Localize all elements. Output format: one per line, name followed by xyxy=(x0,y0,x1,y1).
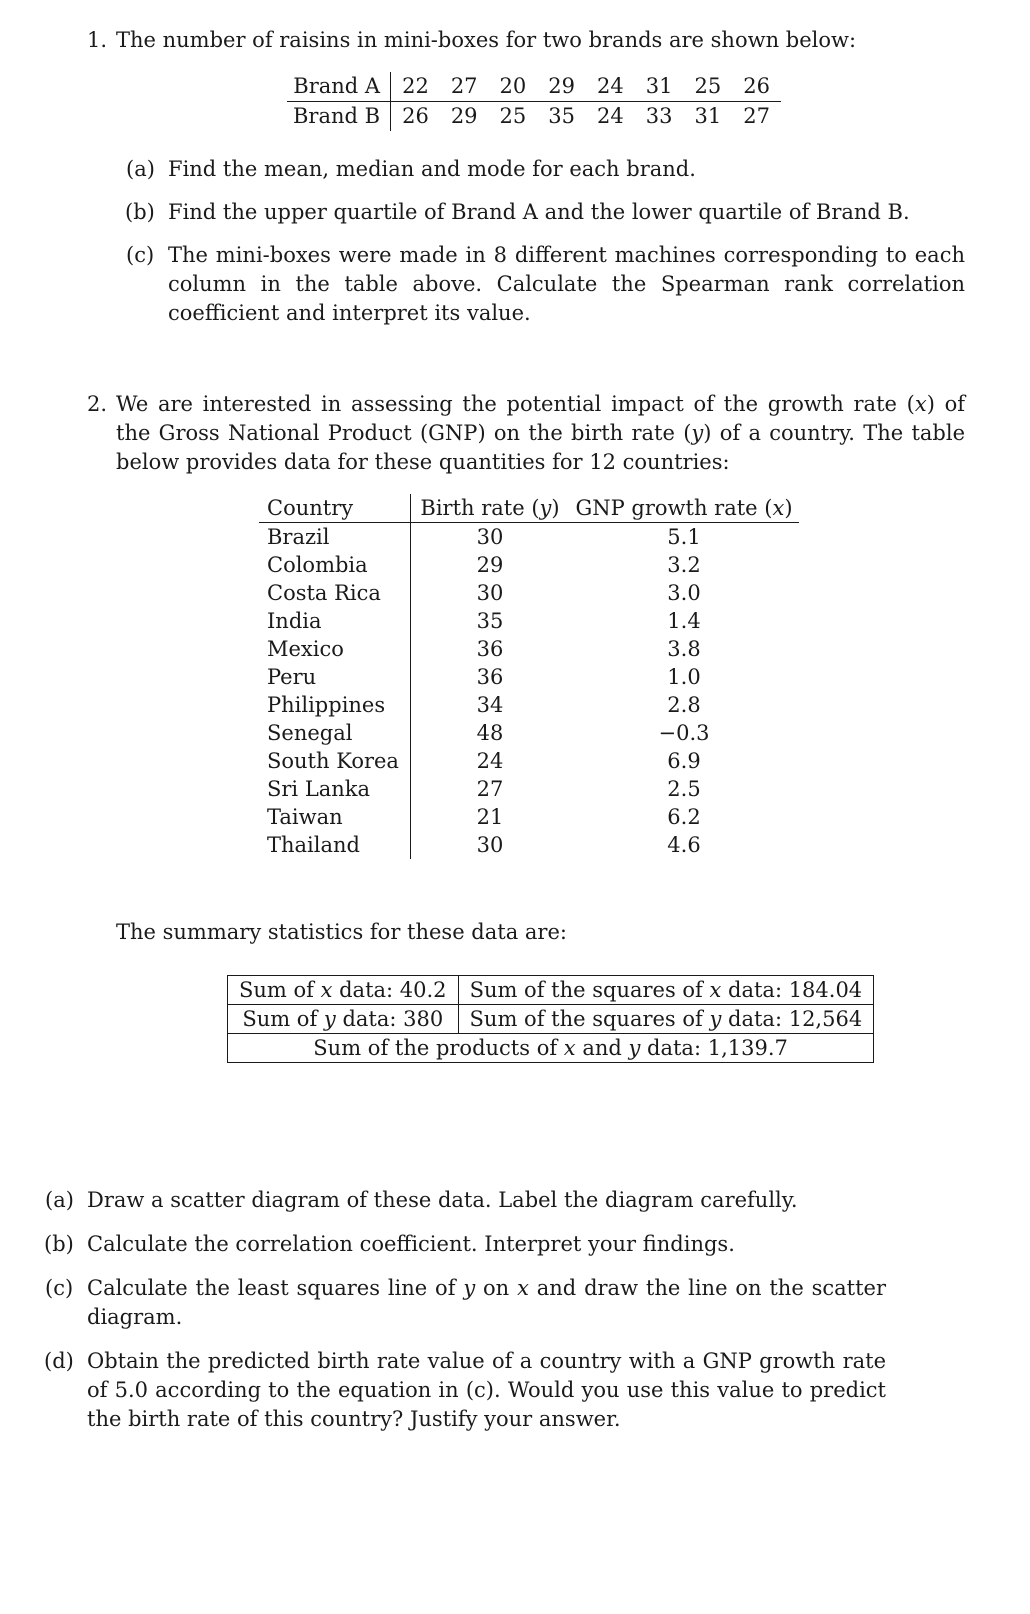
gnp-cell: 3.0 xyxy=(667,581,701,605)
var-y: y xyxy=(323,1007,336,1031)
var-x: x xyxy=(914,392,927,416)
sum-products-cell xyxy=(228,1034,874,1063)
stat-text: data: 1,139.7 xyxy=(640,1036,788,1060)
stat-text: data: 12,564 xyxy=(721,1007,863,1031)
var-y: y xyxy=(539,496,552,520)
q2-part-b-label: (b) xyxy=(44,1232,74,1256)
part-text: Calculate the least squares line of xyxy=(87,1276,464,1300)
table-row xyxy=(259,831,799,859)
stat-text: Sum of the squares of xyxy=(469,1007,710,1031)
sum-y-cell xyxy=(228,1005,459,1034)
col-header-gnp-growth xyxy=(569,494,799,523)
table-cell: 25 xyxy=(499,104,527,128)
gnp-cell: 3.2 xyxy=(667,553,701,577)
country-cell: Thailand xyxy=(259,831,411,859)
table-cell: 33 xyxy=(645,104,673,128)
table-cell: 22 xyxy=(391,72,440,102)
gnp-cell: 3.8 xyxy=(667,637,701,661)
stat-text: and xyxy=(575,1036,629,1060)
stat-text: Sum of the squares of xyxy=(469,978,710,1002)
table-row xyxy=(259,663,799,691)
var-y: y xyxy=(628,1036,641,1060)
var-x: x xyxy=(772,496,785,520)
table-cell: 35 xyxy=(548,104,576,128)
table-row xyxy=(228,1005,874,1034)
country-cell: Philippines xyxy=(259,691,411,719)
var-y: y xyxy=(691,421,704,445)
table-cell: 25 xyxy=(683,72,732,102)
col-header-country: Country xyxy=(259,494,411,523)
sum-x-cell xyxy=(228,976,459,1005)
stat-text: Sum of the products of xyxy=(313,1036,564,1060)
table-cell: 29 xyxy=(537,72,586,102)
q1-part-c-text: The mini-boxes were made in 8 different machines corresponding to each column in the table above. Calculate the Spearman rank correlation coefficient and interpret its value. xyxy=(168,243,965,325)
country-cell: Peru xyxy=(259,663,411,691)
var-y: y xyxy=(463,1276,476,1300)
gnp-cell: 2.5 xyxy=(667,777,701,801)
stat-text: Sum of xyxy=(239,978,321,1002)
header-text: Birth rate ( xyxy=(420,496,540,520)
table-cell: 24 xyxy=(597,104,624,128)
birth-rate-cell: 34 xyxy=(476,693,504,717)
table-row xyxy=(287,72,781,102)
table-row xyxy=(259,747,799,775)
var-x: x xyxy=(320,978,333,1002)
table-row xyxy=(259,635,799,663)
header-text: GNP growth rate ( xyxy=(575,496,773,520)
stat-text: data: 40.2 xyxy=(332,978,447,1002)
birth-rate-cell: 35 xyxy=(476,609,504,633)
birth-rate-cell: 21 xyxy=(476,805,504,829)
country-cell: Costa Rica xyxy=(259,579,411,607)
row-label-brand-b: Brand B xyxy=(287,102,391,132)
gnp-cell: 1.0 xyxy=(667,665,701,689)
q2-part-d-label: (d) xyxy=(44,1349,74,1373)
stat-text: Sum of xyxy=(242,1007,324,1031)
q2-part-c-label: (c) xyxy=(45,1276,74,1300)
row-label-brand-a: Brand A xyxy=(287,72,391,102)
gnp-cell: 2.8 xyxy=(667,693,701,717)
summary-intro: The summary statistics for these data are: xyxy=(116,920,567,944)
table-row xyxy=(287,102,781,132)
table-row xyxy=(228,1034,874,1063)
col-header-birth-rate xyxy=(411,494,570,523)
table-cell: 31 xyxy=(694,104,722,128)
q1-part-a-text: Find the mean, median and mode for each brand. xyxy=(168,157,696,181)
table-cell: 26 xyxy=(402,104,429,128)
table-row xyxy=(259,775,799,803)
summary-stats-table xyxy=(227,975,874,1063)
birth-rate-cell: 48 xyxy=(476,721,504,745)
q2-part-a-label: (a) xyxy=(45,1188,74,1212)
birth-rate-cell: 36 xyxy=(476,637,504,661)
country-cell: Mexico xyxy=(259,635,411,663)
gnp-cell: 6.9 xyxy=(667,749,701,773)
header-text: ) xyxy=(784,496,793,520)
table-row xyxy=(259,551,799,579)
table-cell: 20 xyxy=(489,72,538,102)
var-x: x xyxy=(563,1036,576,1060)
sumsq-x-cell xyxy=(458,976,874,1005)
stat-text: data: 184.04 xyxy=(721,978,863,1002)
gnp-cell: 6.2 xyxy=(667,805,701,829)
birth-rate-cell: 27 xyxy=(476,777,504,801)
table-cell: 24 xyxy=(586,72,635,102)
intro-text: ) of a country. The table below provides data for these quantities for 12 countries: xyxy=(116,421,965,474)
country-cell: Colombia xyxy=(259,551,411,579)
header-text: ) xyxy=(551,496,560,520)
birth-rate-cell: 30 xyxy=(476,833,504,857)
country-cell: South Korea xyxy=(259,747,411,775)
question-2-intro xyxy=(116,390,965,477)
intro-text: ) of the Gross National Product (GNP) on the birth rate ( xyxy=(116,392,965,445)
question-1-number: 1. xyxy=(87,28,108,52)
var-y: y xyxy=(709,1007,722,1031)
table-cell: 26 xyxy=(732,72,781,102)
table-header-row xyxy=(259,494,799,523)
country-data-table xyxy=(259,494,799,859)
country-cell: Taiwan xyxy=(259,803,411,831)
table-row xyxy=(259,579,799,607)
var-x: x xyxy=(709,978,722,1002)
q1-part-b-label: (b) xyxy=(125,200,155,224)
birth-rate-cell: 36 xyxy=(476,665,504,689)
country-cell: Senegal xyxy=(259,719,411,747)
table-cell: 29 xyxy=(450,104,478,128)
table-row xyxy=(259,607,799,635)
birth-rate-cell: 29 xyxy=(476,553,504,577)
table-row xyxy=(259,523,799,552)
question-2-number: 2. xyxy=(87,392,108,416)
q2-part-b-text: Calculate the correlation coefficient. Interpret your findings. xyxy=(87,1232,735,1256)
table-cell: 27 xyxy=(440,72,489,102)
country-cell: Brazil xyxy=(259,523,411,552)
q1-part-a-label: (a) xyxy=(126,157,155,181)
birth-rate-cell: 30 xyxy=(476,525,504,549)
table-row xyxy=(259,719,799,747)
table-cell: 31 xyxy=(635,72,684,102)
raisins-table xyxy=(287,72,781,131)
part-text: on xyxy=(475,1276,518,1300)
q1-part-b-text: Find the upper quartile of Brand A and the lower quartile of Brand B. xyxy=(168,200,910,224)
part-text: and draw the line on the scatter diagram. xyxy=(87,1276,886,1329)
q2-part-c-text xyxy=(87,1274,886,1332)
q2-part-d-text: Obtain the predicted birth rate value of a country with a GNP growth rate of 5.0 according to the equation in (c). Would you use this value to predict the birth rate of this country? Justify your answer. xyxy=(87,1349,886,1431)
country-cell: India xyxy=(259,607,411,635)
var-x: x xyxy=(517,1276,529,1300)
sumsq-y-cell xyxy=(458,1005,874,1034)
question-1-intro: The number of raisins in mini-boxes for two brands are shown below: xyxy=(116,28,857,52)
stat-text: data: 380 xyxy=(335,1007,444,1031)
gnp-cell: 1.4 xyxy=(667,609,701,633)
country-cell: Sri Lanka xyxy=(259,775,411,803)
q2-part-a-text: Draw a scatter diagram of these data. Label the diagram carefully. xyxy=(87,1188,798,1212)
q1-part-c-label: (c) xyxy=(126,243,155,267)
table-row xyxy=(228,976,874,1005)
intro-text: We are interested in assessing the potential impact of the growth rate ( xyxy=(116,392,915,416)
birth-rate-cell: 30 xyxy=(476,581,504,605)
gnp-cell: −0.3 xyxy=(658,721,710,745)
birth-rate-cell: 24 xyxy=(476,749,504,773)
gnp-cell: 4.6 xyxy=(667,833,701,857)
table-cell: 27 xyxy=(743,104,770,128)
table-row xyxy=(259,691,799,719)
gnp-cell: 5.1 xyxy=(667,525,701,549)
table-row xyxy=(259,803,799,831)
